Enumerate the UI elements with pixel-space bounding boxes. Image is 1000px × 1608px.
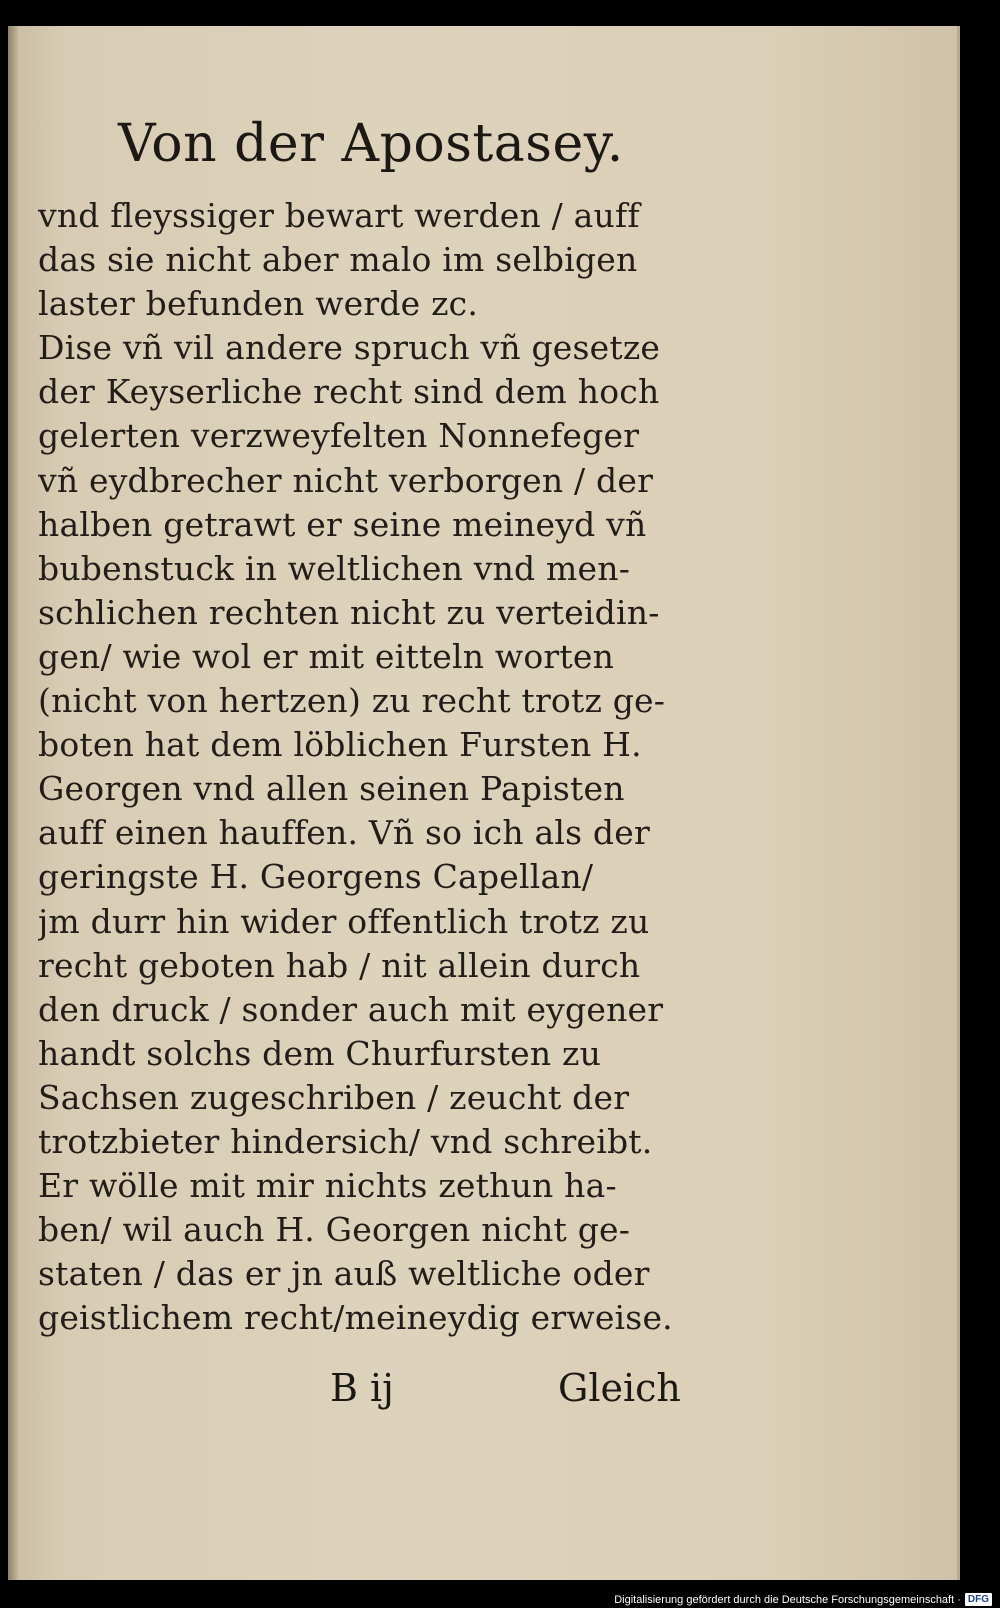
- text-line: laster befunden werde zc.: [38, 284, 479, 324]
- text-line: den druck / sonder auch mit eygener: [38, 989, 664, 1029]
- dfg-logo: DFG: [965, 1593, 992, 1606]
- text-line: recht geboten hab / nit allein durch: [38, 945, 641, 985]
- text-line: auff einen hauffen. Vñ so ich als der: [38, 813, 650, 853]
- text-line: halben getrawt er seine meineyd vñ: [38, 504, 647, 544]
- text-line: trotzbieter hindersich/ vnd schreibt.: [38, 1121, 653, 1161]
- body-text: [38, 194, 698, 1340]
- text-line: Georgen vnd allen seinen Papisten: [38, 769, 625, 809]
- text-line: das sie nicht aber malo im selbigen: [38, 240, 638, 280]
- text-line: bubenstuck in weltlichen vnd men-: [38, 548, 631, 588]
- text-line: schlichen rechten nicht zu verteidin-: [38, 592, 660, 632]
- catchword: Gleich: [558, 1366, 681, 1410]
- text-line: gen/ wie wol er mit eitteln worten: [38, 636, 615, 676]
- text-line: Dise vñ vil andere spruch vñ gesetze: [38, 328, 661, 368]
- text-line: boten hat dem löblichen Fursten H.: [38, 725, 642, 765]
- text-line: jm durr hin wider offentlich trotz zu: [38, 901, 650, 941]
- text-line: vñ eydbrecher nicht verborgen / der: [38, 460, 654, 500]
- page-gutter-edge: [8, 26, 18, 1580]
- text-line: handt solchs dem Churfursten zu: [38, 1033, 602, 1073]
- text-line: der Keyserliche recht sind dem hoch: [38, 372, 660, 412]
- text-line: vnd fleyssiger bewart werden / auff: [38, 196, 640, 235]
- digitization-credit: [614, 1593, 992, 1606]
- text-line: staten / das er jn auß weltliche oder: [38, 1254, 650, 1294]
- text-line: Er wölle mit mir nichts zethun ha-: [38, 1166, 617, 1206]
- book-page: [8, 26, 960, 1580]
- text-line: gelerten verzweyfelten Nonnefeger: [38, 416, 640, 456]
- text-line: (nicht von hertzen) zu recht trotz ge-: [38, 681, 666, 721]
- text-line: Sachsen zugeschriben / zeucht der: [38, 1077, 630, 1117]
- credit-text: Digitalisierung gefördert durch die Deutsche Forschungsgemeinschaft ·: [614, 1593, 961, 1606]
- text-line: geringste H. Georgens Capellan/: [38, 857, 594, 897]
- text-line: geistlichem recht/meineydig erweise.: [38, 1298, 673, 1338]
- page-footer: [8, 1366, 708, 1426]
- running-header: Von der Apostasey.: [118, 114, 624, 174]
- signature-mark: B ij: [330, 1366, 394, 1410]
- text-line: ben/ wil auch H. Georgen nicht ge-: [38, 1210, 631, 1250]
